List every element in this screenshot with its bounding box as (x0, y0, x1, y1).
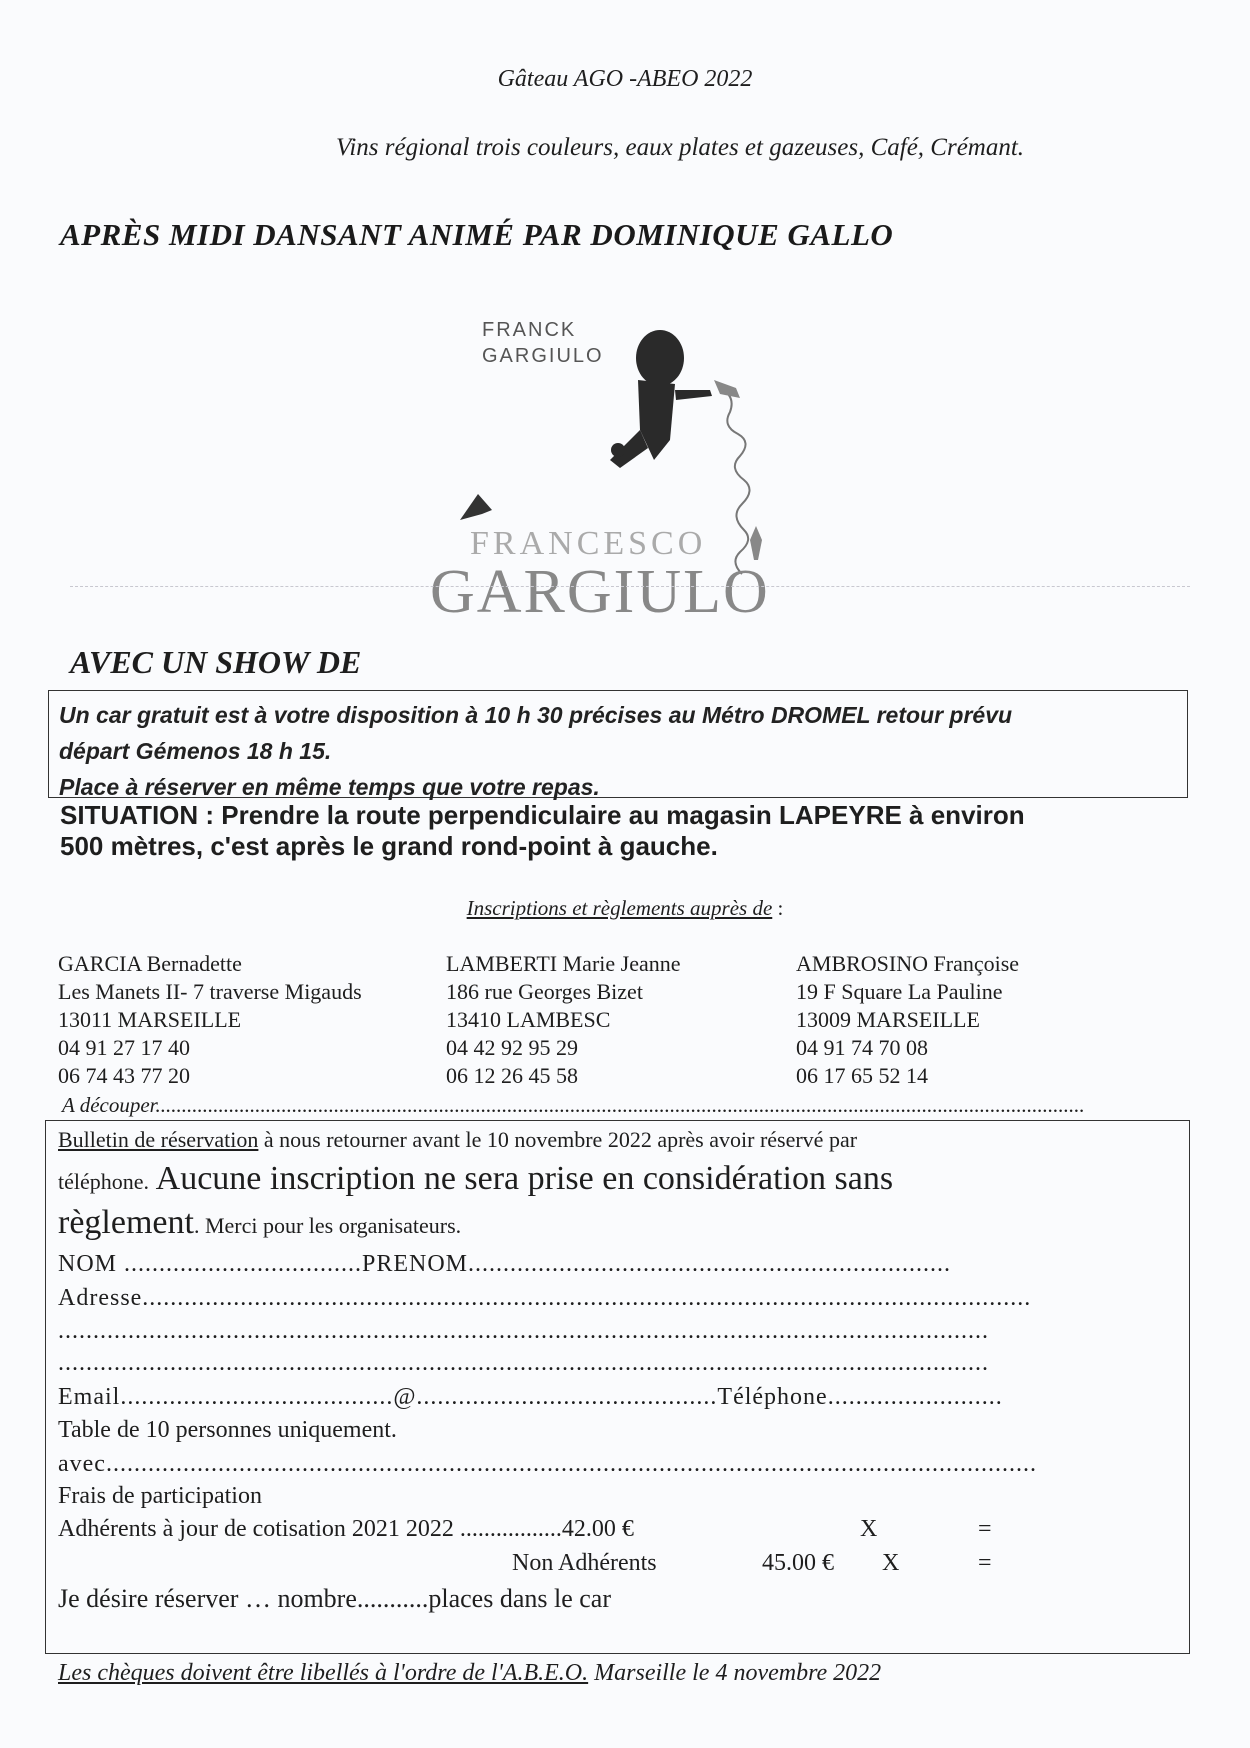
adherents-equals[interactable]: = (978, 1516, 992, 1542)
footer-date: Marseille le 4 novembre 2022 (588, 1660, 882, 1686)
contact-city: 13410 LAMBESC (446, 1007, 611, 1032)
table-note: Table de 10 personnes uniquement. (58, 1417, 397, 1443)
thanks-text: . Merci pour les organisateurs. (193, 1213, 462, 1238)
small-dancer-icon (750, 526, 762, 560)
cut-line: A découper................................................................................................................................................................................. (62, 1093, 1085, 1117)
contact-city: 13011 MARSEILLE (58, 1007, 242, 1032)
contact-address: Les Manets II- 7 traverse Migauds (58, 979, 362, 1004)
car-line-3: Place à réserver en même temps que votre repas. (59, 774, 600, 800)
contact-phone2: 06 12 26 45 58 (446, 1063, 578, 1088)
warning-line (58, 1160, 893, 1198)
car-line-1: Un car gratuit est à votre disposition à 10 h 30 précises au Métro DROMEL retour prévu (59, 702, 1013, 728)
reglement-line (58, 1204, 461, 1242)
shoe-icon (714, 380, 740, 398)
situation-text (60, 800, 1180, 862)
warning-part2: règlement (58, 1204, 194, 1241)
email-telephone-field[interactable]: Email.......................................@...........................................Téléphone......................... (58, 1384, 1003, 1410)
phone-word: téléphone. (58, 1169, 150, 1194)
warning-part1: Aucune inscription ne sera prise en considération sans (149, 1160, 894, 1197)
cheques-note: Les chèques doivent être libellés à l'ordre de l'A.B.E.O. (58, 1660, 589, 1686)
contact-ambrosino (796, 950, 1019, 1090)
adresse-field-line3[interactable]: ..................................................................................................................................... (58, 1350, 989, 1376)
contact-city: 13009 MARSEILLE (796, 1007, 980, 1032)
bulletin-rest: à nous retourner avant le 10 novembre 2022 après avoir réservé par (258, 1127, 858, 1152)
contact-phone1: 04 42 92 95 29 (446, 1035, 578, 1060)
inscriptions-label: Inscriptions et règlements auprès de (466, 896, 773, 920)
shoe-ribbon-icon (720, 388, 750, 574)
non-adherents-times: X (882, 1550, 900, 1576)
event-title: Gâteau AGO -ABEO 2022 (497, 66, 753, 92)
car-info-box (48, 690, 1188, 798)
show-heading: AVEC UN SHOW DE (70, 644, 362, 680)
contact-name: LAMBERTI Marie Jeanne (446, 951, 681, 976)
nom-prenom-field[interactable]: NOM ..................................PRENOM..................................................................... (58, 1251, 952, 1277)
contact-phone2: 06 17 65 52 14 (796, 1063, 928, 1088)
gargiulo-logo (430, 310, 830, 670)
contact-garcia (58, 950, 362, 1090)
logo-big-line1: FRANCESCO (470, 525, 707, 562)
contact-name: GARCIA Bernadette (58, 951, 242, 976)
hat-icon (460, 494, 492, 520)
non-adherents-equals[interactable]: = (978, 1550, 992, 1576)
dance-heading: APRÈS MIDI DANSANT ANIMÉ PAR DOMINIQUE GALLO (60, 217, 894, 252)
inscriptions-suffix: : (772, 896, 784, 920)
adherents-times: X (860, 1516, 878, 1542)
bulletin-line (58, 1127, 857, 1153)
logo-small-line1: FRANCK (482, 319, 577, 341)
non-adherents-label: Non Adhérents (512, 1550, 657, 1576)
contact-address: 19 F Square La Pauline (796, 979, 1003, 1004)
inscriptions-heading (0, 896, 1250, 921)
situation-line-1: SITUATION : Prendre la route perpendiculaire au magasin LAPEYRE à environ (60, 800, 1025, 830)
situation-line-2: 500 mètres, c'est après le grand rond-point à gauche. (60, 831, 718, 861)
avec-field[interactable]: avec..................................................................................................................................... (58, 1451, 1037, 1477)
fold-line (70, 586, 1190, 588)
contact-lamberti (446, 950, 681, 1090)
wines-line: Vins régional trois couleurs, eaux plates et gazeuses, Café, Crémant. (335, 134, 1025, 161)
adresse-field[interactable]: Adresse............................................................................................................................... (58, 1285, 1032, 1311)
contact-phone2: 06 74 43 77 20 (58, 1063, 190, 1088)
frais-heading: Frais de participation (58, 1483, 262, 1509)
footer-line (58, 1660, 881, 1687)
adherents-price: Adhérents à jour de cotisation 2021 2022 .................42.00 € (58, 1516, 634, 1542)
dancer-figure-icon (610, 330, 712, 468)
logo-small-line2: GARGIULO (482, 345, 604, 367)
car-reservation-field[interactable]: Je désire réserver … nombre...........places dans le car (58, 1584, 611, 1613)
contact-phone1: 04 91 74 70 08 (796, 1035, 928, 1060)
logo-big-line2: GARGIULO (430, 558, 770, 626)
car-line-2: départ Gémenos 18 h 15. (59, 738, 332, 764)
bulletin-label: Bulletin de réservation (58, 1127, 259, 1152)
contact-phone1: 04 91 27 17 40 (58, 1035, 190, 1060)
contact-address: 186 rue Georges Bizet (446, 979, 643, 1004)
adresse-field-line2[interactable]: ..................................................................................................................................... (58, 1318, 989, 1344)
contact-name: AMBROSINO Françoise (796, 951, 1020, 976)
non-adherents-price: 45.00 € (762, 1550, 834, 1576)
